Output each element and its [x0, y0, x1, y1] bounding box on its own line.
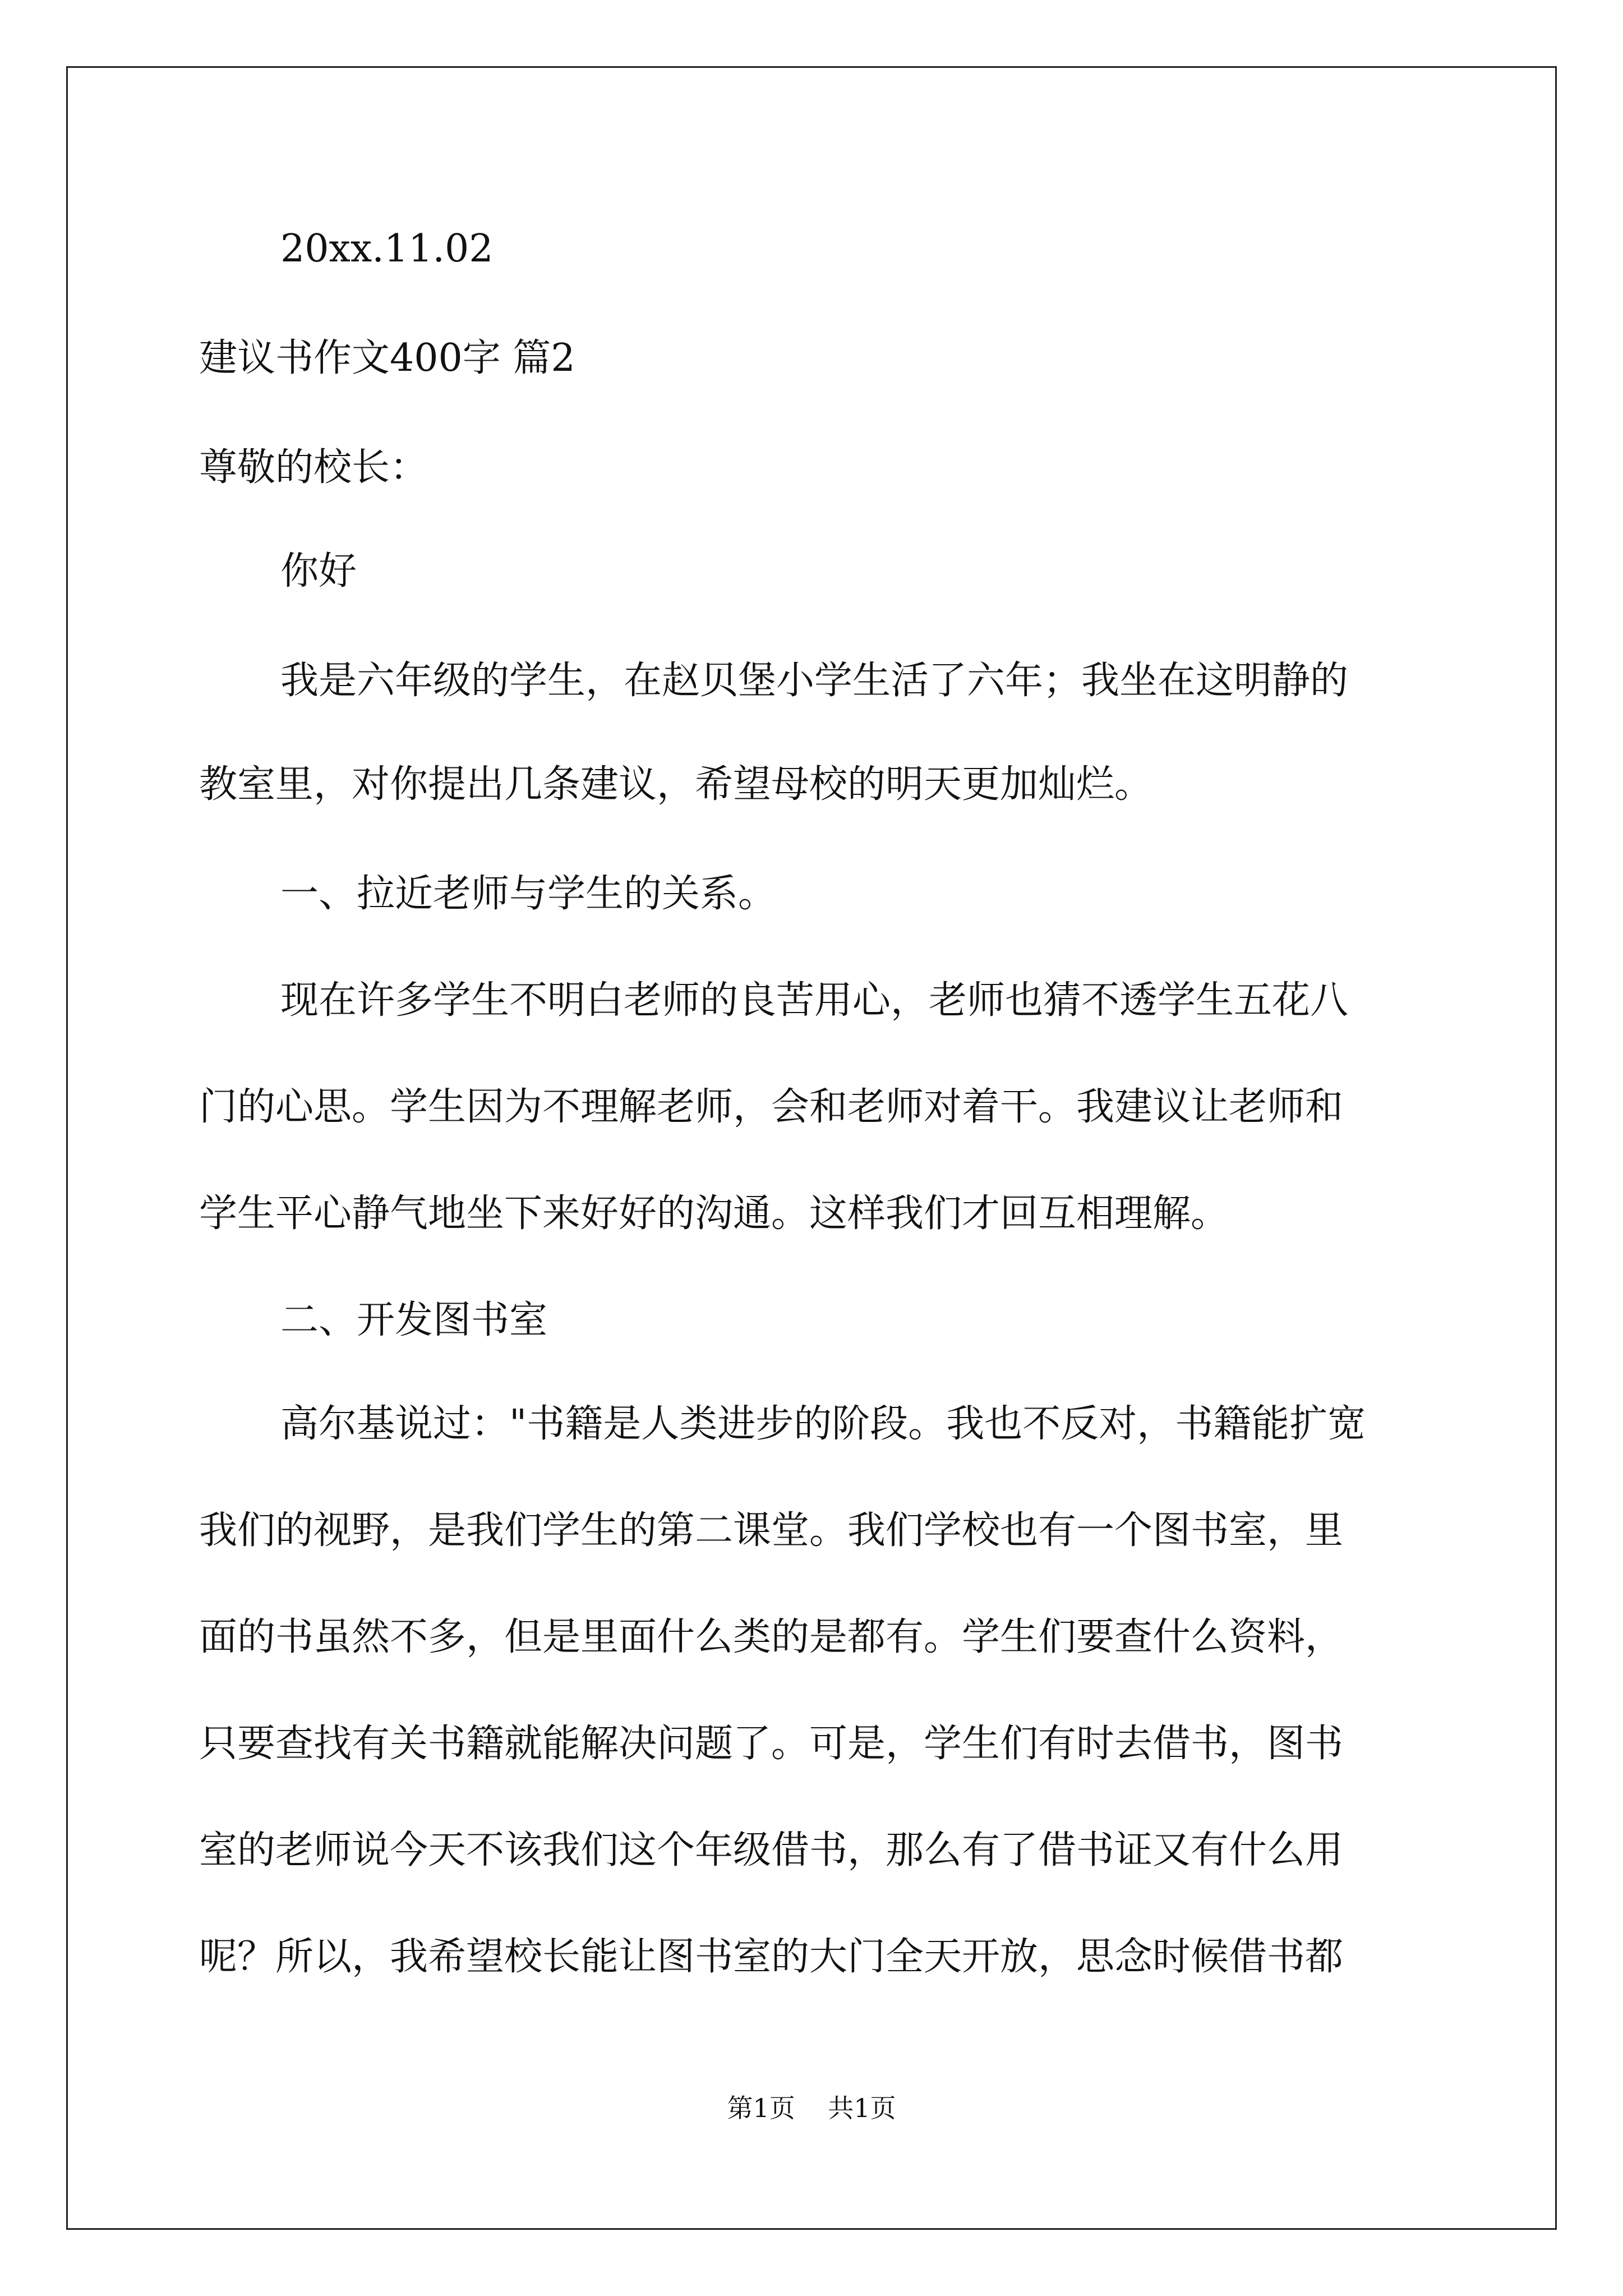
paragraph-line: 教室里，对你提出几条建议，希望母校的明天更加灿烂。 [199, 762, 1153, 807]
paragraph-line: 高尔基说过："书籍是人类进步的阶段。我也不反对，书籍能扩宽 [280, 1402, 1366, 1446]
section-heading: 二、开发图书室 [280, 1298, 548, 1342]
paragraph-line: 面的书虽然不多，但是里面什么类的是都有。学生们要查什么资料， [199, 1615, 1344, 1659]
paragraph-line: 我是六年级的学生，在赵贝堡小学生活了六年；我坐在这明静的 [280, 659, 1349, 703]
paragraph-line: 现在许多学生不明白老师的良苦用心，老师也猜不透学生五花八 [280, 978, 1349, 1023]
paragraph-line: 学生平心静气地坐下来好好的沟通。这样我们才回互相理解。 [199, 1191, 1229, 1236]
section-heading: 一、拉近老师与学生的关系。 [280, 872, 777, 916]
paragraph-line: 我们的视野，是我们学生的第二课堂。我们学校也有一个图书室，里 [199, 1508, 1344, 1553]
paragraph-line: 门的心思。学生因为不理解老师，会和老师对着干。我建议让老师和 [199, 1085, 1344, 1129]
essay-title: 建议书作文400字 篇2 [199, 336, 575, 380]
paragraph-line: 室的老师说今天不该我们这个年级借书，那么有了借书证又有什么用 [199, 1828, 1344, 1872]
paragraph-line: 只要查找有关书籍就能解决问题了。可是，学生们有时去借书，图书 [199, 1722, 1344, 1766]
greeting: 你好 [280, 549, 357, 593]
page-border [66, 66, 1557, 2230]
salutation: 尊敬的校长： [199, 445, 428, 490]
date-line: 20xx.11.02 [280, 227, 494, 271]
paragraph-line: 呢？所以，我希望校长能让图书室的大门全天开放，思念时候借书都 [199, 1935, 1344, 1979]
page-footer: 第1页 共1页 [727, 2093, 896, 2123]
